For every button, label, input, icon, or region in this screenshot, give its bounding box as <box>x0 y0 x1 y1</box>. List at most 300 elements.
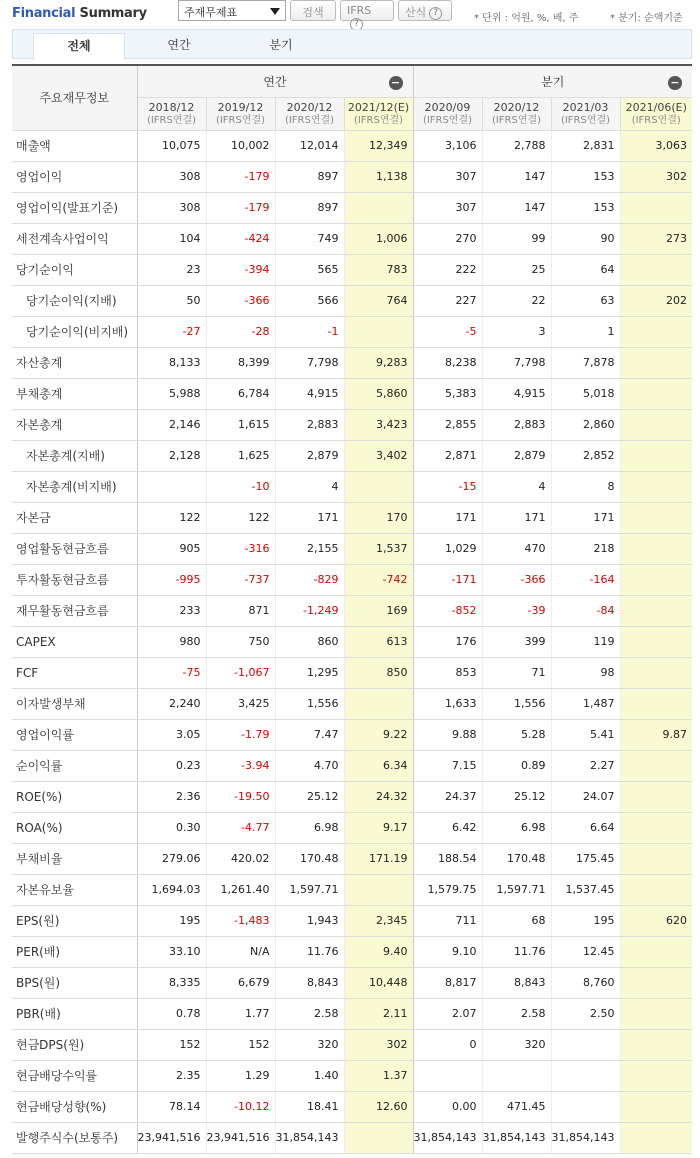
table-cell: 8,817 <box>413 967 482 998</box>
table-cell: 1,537.45 <box>551 874 620 905</box>
table-row <box>12 533 692 564</box>
table-cell: 10,002 <box>206 130 275 161</box>
table-cell: 1,633 <box>413 688 482 719</box>
table-cell: 7,878 <box>551 347 620 378</box>
table-cell: 25.12 <box>275 781 344 812</box>
row-label: EPS(원) <box>12 905 137 936</box>
table-cell <box>620 564 692 595</box>
table-cell <box>620 1029 692 1060</box>
table-cell: 764 <box>344 285 413 316</box>
table-cell <box>551 1029 620 1060</box>
row-label: 영업이익률 <box>12 719 137 750</box>
table-cell: 4 <box>482 471 551 502</box>
row-label: 자본총계(비지배) <box>12 471 137 502</box>
table-cell: 2.07 <box>413 998 482 1029</box>
table-cell: 10,075 <box>137 130 206 161</box>
ifrs-help-button[interactable] <box>340 0 394 29</box>
table-cell: 8,238 <box>413 347 482 378</box>
table-cell <box>620 440 692 471</box>
period-basis: (IFRS연결) <box>422 114 473 126</box>
table-cell: -852 <box>413 595 482 626</box>
table-cell: -1,483 <box>206 905 275 936</box>
annual-group-label: 연간 <box>263 74 287 89</box>
table-cell: 853 <box>413 657 482 688</box>
period-header <box>551 97 620 130</box>
table-cell: 2,128 <box>137 440 206 471</box>
table-row <box>12 626 692 657</box>
table-cell: -10.12 <box>206 1091 275 1122</box>
table-cell: 175.45 <box>551 843 620 874</box>
table-cell: 783 <box>344 254 413 285</box>
table-row <box>12 1091 692 1122</box>
table-cell: 104 <box>137 223 206 254</box>
table-cell: 320 <box>275 1029 344 1060</box>
row-label: FCF <box>12 657 137 688</box>
row-label: 투자활동현금흐름 <box>12 564 137 595</box>
tab-annual[interactable]: 연간 <box>167 38 191 52</box>
row-label: 자본유보율 <box>12 874 137 905</box>
quarter-group-label: 분기 <box>541 74 565 89</box>
row-label: 자본총계(지배) <box>12 440 137 471</box>
formula-help-button[interactable] <box>398 0 452 21</box>
table-cell: 1,625 <box>206 440 275 471</box>
table-cell: 2,855 <box>413 409 482 440</box>
table-cell <box>620 254 692 285</box>
table-cell: 420.02 <box>206 843 275 874</box>
table-row <box>12 130 692 161</box>
table-cell: 1.37 <box>344 1060 413 1091</box>
period-date: 2020/12 <box>493 100 540 114</box>
table-cell: 2.11 <box>344 998 413 1029</box>
period-header <box>206 97 275 130</box>
table-cell: 980 <box>137 626 206 657</box>
table-cell: 6.98 <box>275 812 344 843</box>
statement-select[interactable] <box>178 0 286 21</box>
table-cell: 171 <box>413 502 482 533</box>
table-cell: 25 <box>482 254 551 285</box>
table-cell: 11.76 <box>482 936 551 967</box>
table-cell: 2.36 <box>137 781 206 812</box>
table-cell: -27 <box>137 316 206 347</box>
table-cell: 6.42 <box>413 812 482 843</box>
table-cell: 23,941,516 <box>206 1122 275 1153</box>
table-cell: 9.87 <box>620 719 692 750</box>
table-cell: 1,556 <box>275 688 344 719</box>
table-cell: 1,943 <box>275 905 344 936</box>
period-basis: (IFRS연결) <box>353 114 404 126</box>
table-cell: 9.10 <box>413 936 482 967</box>
table-cell: 169 <box>344 595 413 626</box>
annual-group-header <box>137 65 413 97</box>
period-header <box>137 97 206 130</box>
table-cell: 24.32 <box>344 781 413 812</box>
table-row <box>12 781 692 812</box>
table-cell: 4,915 <box>275 378 344 409</box>
period-basis: (IFRS연결) <box>146 114 197 126</box>
table-cell: 1,597.71 <box>275 874 344 905</box>
table-cell: 9.22 <box>344 719 413 750</box>
table-row <box>12 874 692 905</box>
table-cell: 170.48 <box>275 843 344 874</box>
table-cell: 620 <box>620 905 692 936</box>
table-cell: -4.77 <box>206 812 275 843</box>
period-header <box>620 97 692 130</box>
table-cell: 308 <box>137 161 206 192</box>
table-cell: 8,843 <box>275 967 344 998</box>
table-cell: -995 <box>137 564 206 595</box>
table-cell: 7.15 <box>413 750 482 781</box>
table-cell: 860 <box>275 626 344 657</box>
table-cell: 1.40 <box>275 1060 344 1091</box>
table-row <box>12 378 692 409</box>
table-cell: 119 <box>551 626 620 657</box>
table-cell: 8 <box>551 471 620 502</box>
table-cell: 2,883 <box>275 409 344 440</box>
table-cell: 4.70 <box>275 750 344 781</box>
table-cell <box>344 874 413 905</box>
table-cell: 3,063 <box>620 130 692 161</box>
period-date: 2021/12(E) <box>347 100 410 114</box>
table-cell: 153 <box>551 161 620 192</box>
table-cell <box>620 1060 692 1091</box>
table-cell: 24.07 <box>551 781 620 812</box>
table-cell <box>344 471 413 502</box>
table-cell: 7,798 <box>275 347 344 378</box>
row-label: PBR(배) <box>12 998 137 1029</box>
table-cell <box>344 688 413 719</box>
table-row <box>12 285 692 316</box>
period-header <box>482 97 551 130</box>
table-cell: 2,883 <box>482 409 551 440</box>
table-cell: 11.76 <box>275 936 344 967</box>
table-cell <box>620 409 692 440</box>
table-cell: 1 <box>551 316 620 347</box>
table-cell <box>551 1060 620 1091</box>
tab-all[interactable]: 전체 <box>33 33 125 60</box>
table-cell: -742 <box>344 564 413 595</box>
collapse-annual-icon[interactable]: − <box>389 76 403 90</box>
table-cell: 2,879 <box>275 440 344 471</box>
table-cell: 5.28 <box>482 719 551 750</box>
table-cell <box>620 471 692 502</box>
table-cell: 171 <box>275 502 344 533</box>
table-cell: 1,295 <box>275 657 344 688</box>
table-row <box>12 595 692 626</box>
table-cell: 308 <box>137 192 206 223</box>
table-cell <box>551 1091 620 1122</box>
table-cell: 2,831 <box>551 130 620 161</box>
row-label: 현금배당수익률 <box>12 1060 137 1091</box>
help-icon: ? <box>429 7 442 20</box>
table-cell: 2,852 <box>551 440 620 471</box>
table-row <box>12 719 692 750</box>
table-cell: 850 <box>344 657 413 688</box>
formula-label: 산식 <box>405 6 427 19</box>
row-label: CAPEX <box>12 626 137 657</box>
table-cell <box>620 688 692 719</box>
table-row <box>12 1029 692 1060</box>
row-label: PER(배) <box>12 936 137 967</box>
table-cell: 152 <box>137 1029 206 1060</box>
table-cell <box>620 502 692 533</box>
table-cell: 566 <box>275 285 344 316</box>
row-label: 부채비율 <box>12 843 137 874</box>
table-cell: -3.94 <box>206 750 275 781</box>
table-cell: 897 <box>275 161 344 192</box>
ifrs-label: IFRS <box>347 4 372 17</box>
table-cell: 222 <box>413 254 482 285</box>
collapse-quarter-icon[interactable]: − <box>668 76 682 90</box>
tab-quarter[interactable]: 분기 <box>269 38 293 52</box>
table-cell: 1,487 <box>551 688 620 719</box>
table-cell: 1,029 <box>413 533 482 564</box>
unit-note: * 단위 : 억원, %, 배, 주 <box>474 13 579 24</box>
table-cell: -28 <box>206 316 275 347</box>
table-cell <box>344 1122 413 1153</box>
table-cell: 122 <box>137 502 206 533</box>
period-date: 2020/09 <box>424 100 471 114</box>
table-cell: 2,240 <box>137 688 206 719</box>
table-cell <box>137 471 206 502</box>
table-cell: 12,349 <box>344 130 413 161</box>
table-cell: 279.06 <box>137 843 206 874</box>
table-cell: 749 <box>275 223 344 254</box>
table-row <box>12 1122 692 1153</box>
table-cell: 8,843 <box>482 967 551 998</box>
table-cell: 171.19 <box>344 843 413 874</box>
table-cell: 12.45 <box>551 936 620 967</box>
table-cell: -84 <box>551 595 620 626</box>
table-row <box>12 657 692 688</box>
period-basis: (IFRS연결) <box>631 114 681 126</box>
table-cell: 302 <box>620 161 692 192</box>
label-header: 주요재무정보 <box>12 65 137 130</box>
table-cell: 170 <box>344 502 413 533</box>
table-body <box>12 130 692 1153</box>
table-cell: 3,423 <box>344 409 413 440</box>
table-cell: 6.98 <box>482 812 551 843</box>
row-label: 부채총계 <box>12 378 137 409</box>
period-date: 2020/12 <box>286 100 333 114</box>
table-cell: 320 <box>482 1029 551 1060</box>
row-label: 재무활동현금흐름 <box>12 595 137 626</box>
table-cell: -10 <box>206 471 275 502</box>
period-basis: (IFRS연결) <box>491 114 542 126</box>
period-header <box>344 97 413 130</box>
table-cell: 0.89 <box>482 750 551 781</box>
title-part2: Summary <box>79 6 147 21</box>
table-cell: 8,133 <box>137 347 206 378</box>
table-cell: -1,067 <box>206 657 275 688</box>
table-cell: 18.41 <box>275 1091 344 1122</box>
basis-note: * 분기: 순액기준 <box>610 13 683 24</box>
row-label: 순이익률 <box>12 750 137 781</box>
table-cell: 31,854,143 <box>275 1122 344 1153</box>
table-cell <box>620 1122 692 1153</box>
help-icon: ? <box>350 18 363 31</box>
table-row <box>12 471 692 502</box>
table-cell: 31,854,143 <box>482 1122 551 1153</box>
table-cell <box>620 812 692 843</box>
table-cell: 2.35 <box>137 1060 206 1091</box>
table-cell: -424 <box>206 223 275 254</box>
row-label: 발행주식수(보통주) <box>12 1122 137 1153</box>
table-cell: 1.77 <box>206 998 275 1029</box>
table-cell: -829 <box>275 564 344 595</box>
table-cell: 7.47 <box>275 719 344 750</box>
table-cell: 10,448 <box>344 967 413 998</box>
table-cell: 1,138 <box>344 161 413 192</box>
table-cell: -1.79 <box>206 719 275 750</box>
row-label: 당기순이익 <box>12 254 137 285</box>
table-cell: 9.88 <box>413 719 482 750</box>
row-label: 매출액 <box>12 130 137 161</box>
table-cell: 471.45 <box>482 1091 551 1122</box>
table-cell: -366 <box>206 285 275 316</box>
table-cell <box>620 843 692 874</box>
table-cell: 152 <box>206 1029 275 1060</box>
period-date: 2021/03 <box>562 100 609 114</box>
table-cell: 302 <box>344 1029 413 1060</box>
table-cell: 750 <box>206 626 275 657</box>
table-cell: -15 <box>413 471 482 502</box>
table-cell: 613 <box>344 626 413 657</box>
table-cell: 50 <box>137 285 206 316</box>
table-cell: 5,860 <box>344 378 413 409</box>
table-cell: 1,615 <box>206 409 275 440</box>
table-cell: 5,988 <box>137 378 206 409</box>
table-cell: 31,854,143 <box>413 1122 482 1153</box>
table-cell: 2.58 <box>482 998 551 1029</box>
table-cell: 90 <box>551 223 620 254</box>
table-cell: 12,014 <box>275 130 344 161</box>
table-cell: 63 <box>551 285 620 316</box>
table-cell <box>620 192 692 223</box>
period-date: 2021/06(E) <box>625 100 687 114</box>
table-cell: 2.50 <box>551 998 620 1029</box>
table-cell: 5.41 <box>551 719 620 750</box>
table-cell: 270 <box>413 223 482 254</box>
table-cell: -1 <box>275 316 344 347</box>
table-row <box>12 316 692 347</box>
table-cell: 905 <box>137 533 206 564</box>
table-cell: 3.05 <box>137 719 206 750</box>
table-cell: 871 <box>206 595 275 626</box>
table-cell: 1,694.03 <box>137 874 206 905</box>
table-cell <box>620 1091 692 1122</box>
table-cell: -316 <box>206 533 275 564</box>
table-cell: 8,760 <box>551 967 620 998</box>
period-basis: (IFRS연결) <box>560 114 611 126</box>
table-cell: 3,425 <box>206 688 275 719</box>
table-cell: 4,915 <box>482 378 551 409</box>
table-cell: 3 <box>482 316 551 347</box>
table-cell: 2,860 <box>551 409 620 440</box>
table-cell: 188.54 <box>413 843 482 874</box>
table-cell: 1,556 <box>482 688 551 719</box>
table-row <box>12 750 692 781</box>
financial-summary-table <box>12 64 692 1154</box>
table-cell <box>620 657 692 688</box>
table-cell: 147 <box>482 192 551 223</box>
table-row <box>12 347 692 378</box>
table-cell: 0.00 <box>413 1091 482 1122</box>
table-cell: -179 <box>206 192 275 223</box>
table-cell: 9.17 <box>344 812 413 843</box>
table-cell: -1,249 <box>275 595 344 626</box>
quarter-group-header <box>413 65 692 97</box>
row-label: 세전계속사업이익 <box>12 223 137 254</box>
table-cell: 22 <box>482 285 551 316</box>
row-label: 영업이익 <box>12 161 137 192</box>
table-cell: 8,399 <box>206 347 275 378</box>
table-cell: 8,335 <box>137 967 206 998</box>
table-row <box>12 564 692 595</box>
table-cell: 2.58 <box>275 998 344 1029</box>
table-cell: -737 <box>206 564 275 595</box>
table-cell: 31,854,143 <box>551 1122 620 1153</box>
row-label: 현금배당성향(%) <box>12 1091 137 1122</box>
table-cell: 399 <box>482 626 551 657</box>
period-header <box>413 97 482 130</box>
table-row <box>12 223 692 254</box>
table-cell: 0.78 <box>137 998 206 1029</box>
table-cell: 2,345 <box>344 905 413 936</box>
table-cell: 68 <box>482 905 551 936</box>
table-cell: 227 <box>413 285 482 316</box>
row-label: 이자발생부채 <box>12 688 137 719</box>
table-row <box>12 192 692 223</box>
table-cell <box>344 316 413 347</box>
statement-select-value: 주재무제표 <box>184 6 238 19</box>
table-cell: 9,283 <box>344 347 413 378</box>
table-row <box>12 161 692 192</box>
table-cell: 176 <box>413 626 482 657</box>
table-cell: -164 <box>551 564 620 595</box>
table-cell: 307 <box>413 161 482 192</box>
table-cell: 78.14 <box>137 1091 206 1122</box>
table-cell <box>620 750 692 781</box>
table-cell: 3,402 <box>344 440 413 471</box>
table-cell: 6.64 <box>551 812 620 843</box>
table-row <box>12 936 692 967</box>
table-cell: 2,788 <box>482 130 551 161</box>
period-tabs <box>12 29 692 59</box>
table-cell: 171 <box>482 502 551 533</box>
table-cell: 99 <box>482 223 551 254</box>
table-cell: 2,871 <box>413 440 482 471</box>
table-row <box>12 843 692 874</box>
table-cell <box>620 316 692 347</box>
table-cell: 171 <box>551 502 620 533</box>
table-cell: -394 <box>206 254 275 285</box>
table-cell: 2.27 <box>551 750 620 781</box>
row-label: 현금DPS(원) <box>12 1029 137 1060</box>
table-cell: 218 <box>551 533 620 564</box>
table-cell <box>620 626 692 657</box>
table-cell: 1,537 <box>344 533 413 564</box>
table-cell <box>620 595 692 626</box>
row-label: 영업활동현금흐름 <box>12 533 137 564</box>
table-cell: 1,597.71 <box>482 874 551 905</box>
table-cell: -5 <box>413 316 482 347</box>
table-cell <box>413 1060 482 1091</box>
search-button[interactable]: 검색 <box>290 0 336 21</box>
row-label: 당기순이익(지배) <box>12 285 137 316</box>
table-row <box>12 812 692 843</box>
period-header <box>275 97 344 130</box>
table-cell <box>620 874 692 905</box>
